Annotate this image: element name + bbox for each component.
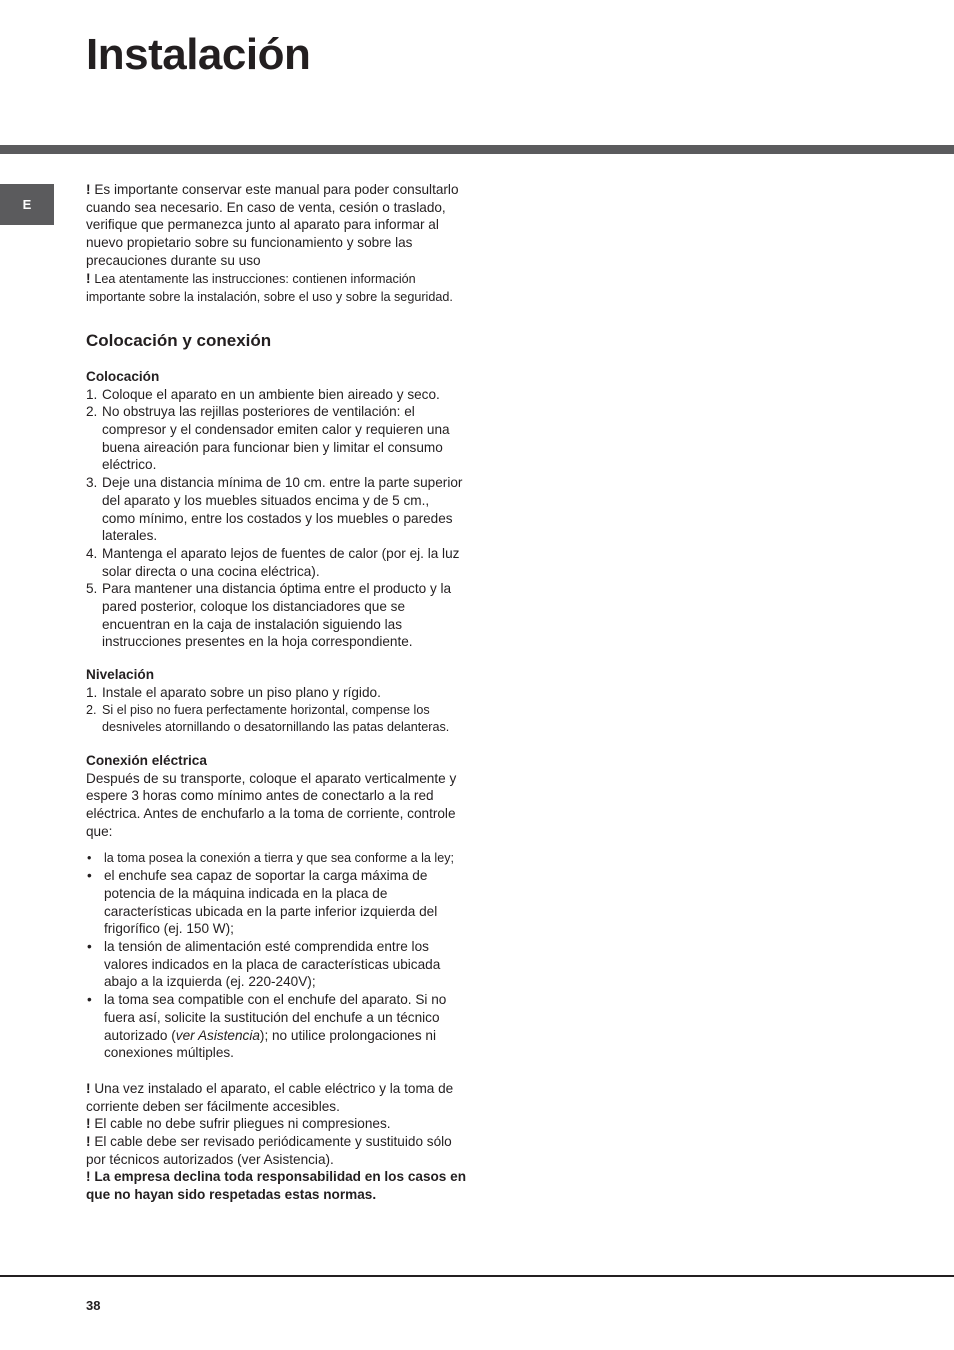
intro-note-text: Es importante conservar este manual para poder consultarlo cuando sea necesario. En caso de venta, cesión o traslado, verifique que permanezca junto al aparato para informar al nuevo propietario sobre su funcionamiento y sobre las precauciones durante su uso	[86, 182, 459, 268]
nivelacion-list	[86, 684, 466, 737]
list-item-text: Coloque el aparato en un ambiente bien aireado y seco.	[102, 386, 440, 402]
list-item-text: el enchufe sea capaz de soportar la carga máxima de potencia de la máquina indicada en la placa de características ubicada en la parte inferior izquierda del frigorífico (ej. 150 W);	[104, 868, 438, 937]
warning-note	[86, 1115, 466, 1133]
list-item-italic-ref: ver Asistencia	[175, 1027, 260, 1043]
subsection-heading-nivelacion: Nivelación	[86, 667, 154, 683]
list-item	[86, 850, 466, 868]
list-item	[86, 684, 466, 702]
list-number: 5.	[86, 581, 98, 597]
bullet: •	[87, 850, 92, 865]
list-number: 3.	[86, 475, 98, 491]
list-item	[86, 991, 466, 1062]
list-item	[86, 580, 466, 651]
list-number: 2.	[86, 702, 97, 717]
page-number: 38	[86, 1298, 101, 1313]
list-item-text: la toma posea la conexión a tierra y que sea conforme a la ley;	[104, 850, 455, 865]
subsection-heading-conexion: Conexión eléctrica	[86, 752, 207, 768]
list-item	[86, 545, 466, 580]
list-item-text: No obstruya las rejillas posteriores de ventilación: el compresor y el condensador emiten calor y requieren una buena aireación para funcionar bien y limitar el consumo eléctrico.	[102, 404, 450, 473]
list-item-text: Mantenga el aparato lejos de fuentes de calor (por ej. la luz solar directa o una cocina eléctrica).	[102, 545, 460, 579]
list-item	[86, 867, 466, 938]
warning-mark: !	[86, 1169, 91, 1185]
warning-text: El cable no debe sufrir pliegues ni compresiones.	[94, 1116, 391, 1132]
list-number: 4.	[86, 545, 98, 561]
warnings-block	[86, 1080, 466, 1204]
warning-note-disclaimer	[86, 1168, 466, 1203]
list-item	[86, 938, 466, 991]
main-column	[86, 181, 466, 1204]
list-number: 1.	[86, 684, 98, 700]
list-number: 1.	[86, 386, 98, 402]
warning-note	[86, 1133, 466, 1168]
bullet: •	[87, 992, 92, 1008]
footer-rule	[0, 1275, 954, 1277]
list-item	[86, 474, 466, 545]
bullet: •	[87, 868, 92, 884]
list-number: 2.	[86, 404, 98, 420]
intro-note-text: Lea atentamente las instrucciones: contienen información importante sobre la instalación, sobre el uso y sobre la seguridad.	[86, 271, 453, 305]
language-tab: E	[0, 184, 54, 225]
list-item-text: Instale el aparato sobre un piso plano y rígido.	[102, 684, 381, 700]
conexion-checklist	[86, 850, 466, 1062]
page-title: Instalación	[86, 30, 311, 79]
colocacion-list	[86, 386, 466, 652]
list-item-text: ); no utilice prolongaciones ni conexiones múltiples.	[104, 1027, 436, 1061]
warning-text: Una vez instalado el aparato, el cable eléctrico y la toma de corriente deben ser fácilmente accesibles.	[86, 1080, 454, 1114]
list-item-text: Para mantener una distancia óptima entre el producto y la pared posterior, coloque los distanciadores que se encuentran en la caja de instalación siguiendo las instrucciones presentes en la hoja correspondiente.	[102, 581, 452, 650]
warning-note	[86, 1080, 466, 1115]
intro-note	[86, 181, 466, 270]
intro-note	[86, 270, 466, 307]
warning-mark: !	[86, 1134, 91, 1150]
warning-mark: !	[86, 270, 91, 286]
warning-text: La empresa declina toda responsabilidad en los casos en que no hayan sido respetadas estas normas.	[86, 1169, 467, 1203]
bullet: •	[87, 939, 92, 955]
header-divider-bar	[0, 145, 954, 154]
list-item-text: la toma sea compatible con el enchufe del aparato. Si no fuera así, solicite la sustitución del enchufe a un técnico autorizado (	[104, 992, 447, 1043]
section-title: Colocación y conexión	[86, 330, 272, 350]
list-item-text: Si el piso no fuera perfectamente horizontal, compense los desniveles atornillando o desatornillando las patas delanteras.	[102, 702, 450, 735]
list-item-text: Deje una distancia mínima de 10 cm. entre la parte superior del aparato y los muebles situados encima y de 5 cm., como mínimo, entre los costados y los muebles o paredes laterales.	[102, 475, 463, 544]
warning-mark: !	[86, 1116, 91, 1132]
list-item	[86, 386, 466, 404]
warning-mark: !	[86, 1080, 91, 1096]
list-item-text: la tensión de alimentación esté comprendida entre los valores indicados en la placa de características ubicada abajo a la izquierda (ej. 220-240V);	[104, 939, 441, 990]
list-item	[86, 702, 466, 737]
warning-text: El cable debe ser revisado periódicamente y sustituido sólo por técnicos autorizados (ver Asistencia).	[86, 1134, 452, 1167]
conexion-intro: Después de su transporte, coloque el aparato verticalmente y espere 3 horas como mínimo antes de conectarlo a la red eléctrica. Antes de enchufarlo a la toma de corriente, controle que:	[86, 770, 457, 839]
subsection-heading-colocacion: Colocación	[86, 368, 160, 384]
warning-mark: !	[86, 182, 91, 197]
list-item	[86, 403, 466, 474]
